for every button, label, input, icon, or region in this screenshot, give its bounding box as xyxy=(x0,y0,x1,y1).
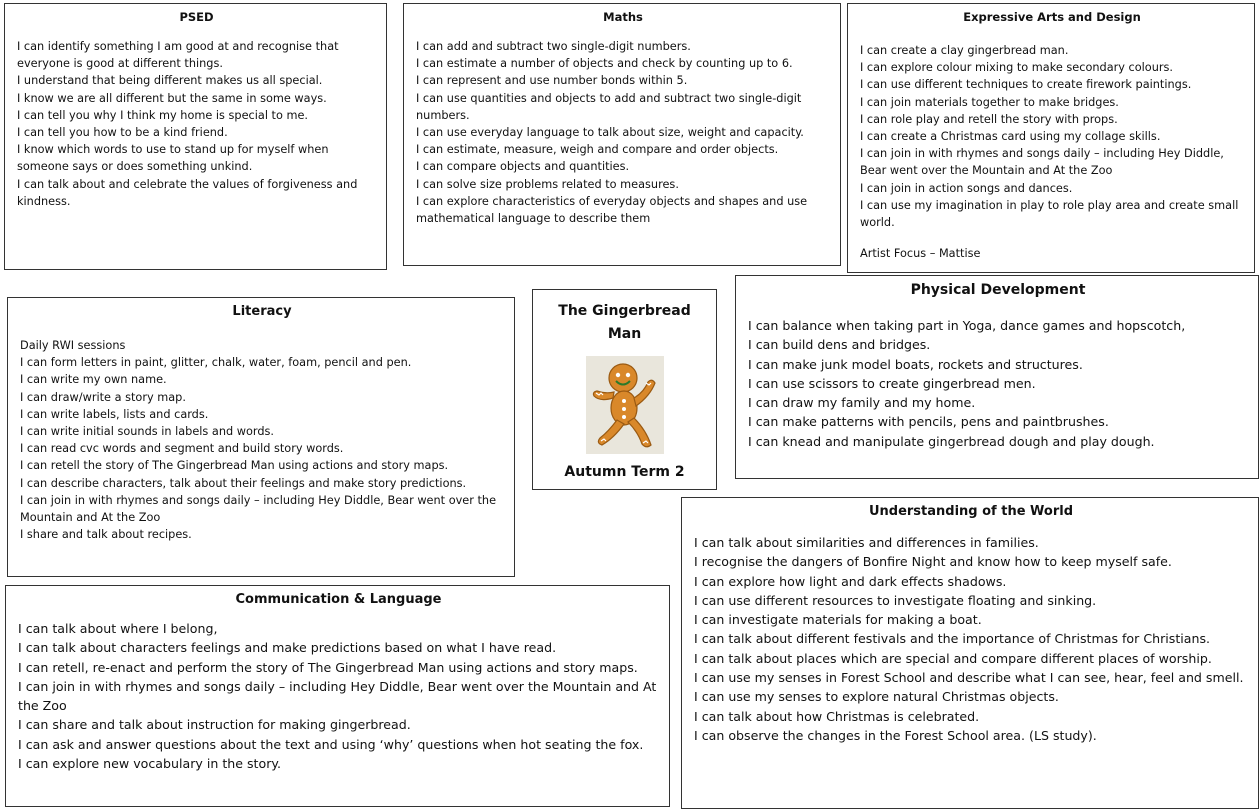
list-item: I can form letters in paint, glitter, chalk, water, foam, pencil and pen. xyxy=(20,356,412,370)
left-arm xyxy=(593,391,614,400)
expressive-arts-box xyxy=(847,3,1255,273)
list-item: I can tell you why I think my home is special to me. xyxy=(17,108,309,122)
list-item: I can join materials together to make bridges. xyxy=(860,95,1119,109)
list-item: I can talk about places which are special and compare different places of worship. xyxy=(694,650,1212,666)
topic-title xyxy=(537,300,712,346)
list-item: I can retell, re-enact and perform the story of The Gingerbread Man using actions and story maps. xyxy=(18,659,638,675)
understanding-world-box xyxy=(681,497,1259,809)
list-item: Daily RWI sessions xyxy=(20,339,126,352)
button-2 xyxy=(622,407,626,411)
list-item: I can describe characters, talk about their feelings and make story predictions. xyxy=(20,476,467,490)
expressive-arts-title: Expressive Arts and Design xyxy=(963,10,1141,24)
list-item: I can use different resources to investigate floating and sinking. xyxy=(694,592,1097,608)
list-item: I can explore characteristics of everyday objects and shapes and use mathematical language to describe them xyxy=(416,194,808,226)
list-item: I can observe the changes in the Forest School area. (LS study). xyxy=(694,727,1097,743)
list-item: I can explore new vocabulary in the story. xyxy=(18,756,282,772)
artist-focus: Artist Focus – Mattise xyxy=(860,247,981,261)
list-item: I understand that being different makes us all special. xyxy=(17,74,323,88)
maths-box xyxy=(403,3,841,266)
physical-development-list xyxy=(748,316,1248,451)
list-item: I can read cvc words and segment and build story words. xyxy=(20,442,344,456)
list-item: I can share and talk about instruction for making gingerbread. xyxy=(18,717,411,733)
list-item: I can knead and manipulate gingerbread dough and play dough. xyxy=(748,433,1155,449)
head xyxy=(609,364,637,392)
list-item: I can write my own name. xyxy=(20,373,167,387)
list-item: I can talk about and celebrate the values of forgiveness and kindness. xyxy=(17,177,358,208)
list-item: I can investigate materials for making a boat. xyxy=(694,612,982,628)
list-item: I can join in with rhymes and songs daily – including Hey Diddle, Bear went over the Mountain and At the Zoo xyxy=(18,678,657,714)
topic-title-line1: The Gingerbread xyxy=(558,303,691,319)
literacy-title: Literacy xyxy=(232,304,292,319)
button-3 xyxy=(622,415,626,419)
understanding-world-list xyxy=(694,533,1248,745)
list-item: I can talk about how Christmas is celebrated. xyxy=(694,708,980,724)
list-item: I can draw my family and my home. xyxy=(748,395,976,411)
list-item: I can explore how light and dark effects shadows. xyxy=(694,573,1007,589)
list-item: I can create a clay gingerbread man. xyxy=(860,44,1069,57)
list-item: I know we are all different but the same in some ways. xyxy=(17,91,327,105)
communication-language-list xyxy=(18,619,659,773)
list-item: I can use my imagination in play to role play area and create small world. xyxy=(860,198,1239,230)
list-item: I can write initial sounds in labels and words. xyxy=(20,425,274,439)
list-item: I can compare objects and quantities. xyxy=(416,160,630,174)
list-item: I can make junk model boats, rockets and structures. xyxy=(748,356,1083,372)
list-item: I can talk about characters feelings and make predictions based on what I have read. xyxy=(18,640,557,656)
list-item: I can ask and answer questions about the text and using ‘why’ questions when hot seating the fox. xyxy=(18,736,644,752)
topic-title-box xyxy=(532,289,717,490)
literacy-box xyxy=(7,297,515,577)
literacy-list xyxy=(20,337,504,543)
list-item: I know which words to use to stand up for myself when someone says or does something unkind. xyxy=(17,143,329,174)
list-item: I can join in action songs and dances. xyxy=(860,181,1073,195)
topic-title-line2: Man xyxy=(607,326,642,342)
understanding-world-title: Understanding of the World xyxy=(868,504,1074,519)
list-item: I can join in with rhymes and songs daily – including Hey Diddle, Bear went over the Mountain and At the Zoo xyxy=(860,147,1224,178)
list-item: I can identify something I am good at and recognise that everyone is good at different things. xyxy=(17,40,339,71)
list-item: I can tell you how to be a kind friend. xyxy=(17,126,228,140)
list-item: I can add and subtract two single-digit numbers. xyxy=(416,40,691,53)
button-1 xyxy=(622,399,626,403)
list-item: I can estimate a number of objects and check by counting up to 6. xyxy=(416,57,793,71)
term-label: Autumn Term 2 xyxy=(564,464,685,480)
list-item: I can talk about where I belong, xyxy=(18,621,218,636)
physical-development-box xyxy=(735,275,1259,479)
gingerbread-man-icon xyxy=(586,356,664,454)
list-item: I can estimate, measure, weigh and compare and order objects. xyxy=(416,143,779,157)
list-item: I can use my senses in Forest School and describe what I can see, hear, feel and smell. xyxy=(694,670,1244,686)
expressive-arts-list xyxy=(860,42,1244,262)
list-item: I can explore colour mixing to make secondary colours. xyxy=(860,61,1173,75)
list-item: I can talk about similarities and differences in families. xyxy=(694,535,1039,550)
communication-language-title: Communication & Language xyxy=(235,592,442,607)
physical-development-title: Physical Development xyxy=(910,282,1086,298)
maths-title: Maths xyxy=(603,10,643,24)
list-item: I can balance when taking part in Yoga, dance games and hopscotch, xyxy=(748,318,1186,333)
psed-title: PSED xyxy=(179,10,214,24)
communication-language-box xyxy=(5,585,670,807)
list-item: I can build dens and bridges. xyxy=(748,337,931,353)
list-item: I can make patterns with pencils, pens and paintbrushes. xyxy=(748,414,1109,430)
left-eye xyxy=(615,373,619,377)
list-item: I can use everyday language to talk about size, weight and capacity. xyxy=(416,126,804,140)
list-item: I can create a Christmas card using my collage skills. xyxy=(860,130,1161,144)
list-item: I can talk about different festivals and the importance of Christmas for Christians. xyxy=(694,631,1211,647)
psed-list xyxy=(17,38,376,210)
right-eye xyxy=(625,373,629,377)
list-item: I can solve size problems related to measures. xyxy=(416,177,679,191)
list-item: I can retell the story of The Gingerbread Man using actions and story maps. xyxy=(20,459,449,473)
list-item: I can role play and retell the story with props. xyxy=(860,112,1118,126)
list-item: I share and talk about recipes. xyxy=(20,528,192,542)
list-item: I can use different techniques to create firework paintings. xyxy=(860,78,1192,92)
list-item: I can use scissors to create gingerbread men. xyxy=(748,375,1036,391)
list-item: I can draw/write a story map. xyxy=(20,390,186,404)
psed-box xyxy=(4,3,387,270)
list-item: I can use my senses to explore natural Christmas objects. xyxy=(694,689,1059,705)
list-item: I can write labels, lists and cards. xyxy=(20,407,209,421)
list-item: I can use quantities and objects to add and subtract two single-digit numbers. xyxy=(416,91,802,122)
maths-list xyxy=(416,38,830,227)
list-item: I can join in with rhymes and songs daily – including Hey Diddle, Bear went over the Mountain and At the Zoo xyxy=(20,493,497,525)
list-item: I can represent and use number bonds within 5. xyxy=(416,74,688,88)
list-item: I recognise the dangers of Bonfire Night and know how to keep myself safe. xyxy=(694,554,1172,570)
